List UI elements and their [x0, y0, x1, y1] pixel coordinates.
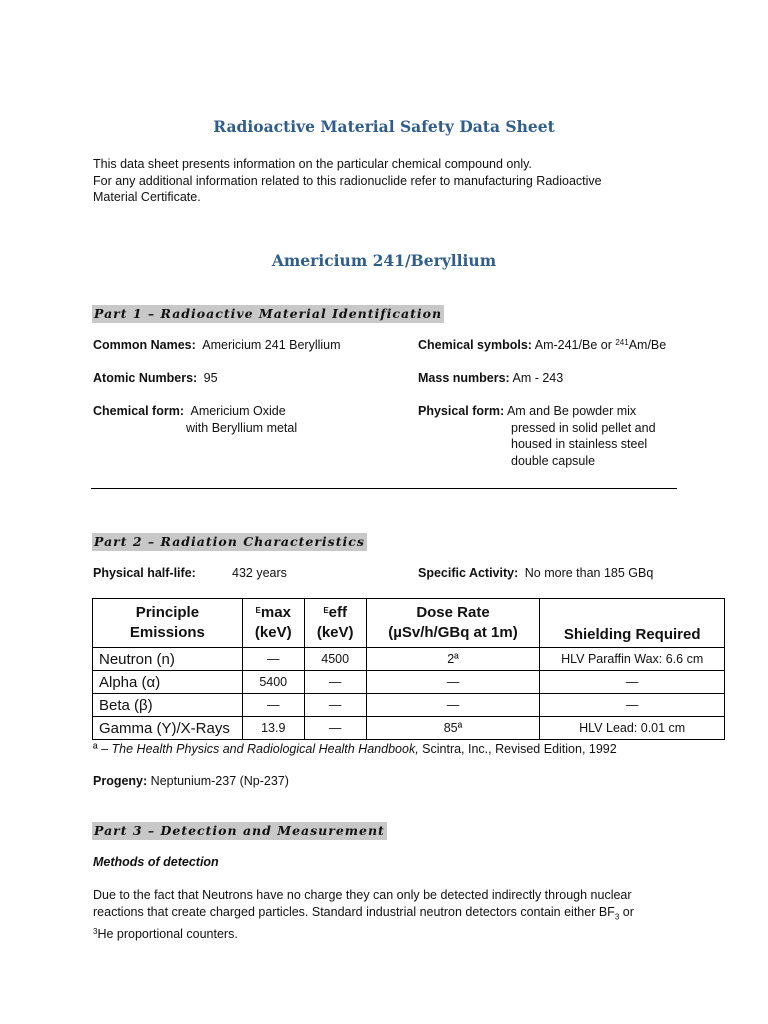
- header-eeff: [304, 599, 366, 648]
- cell-shield: HLV Lead: 0.01 cm: [540, 717, 725, 740]
- cell-emission: Neutron (n): [93, 648, 243, 671]
- methods-heading: Methods of detection: [93, 855, 219, 869]
- mass-numbers-label: Mass numbers:: [418, 371, 510, 385]
- cell-emission: Beta (β): [93, 694, 243, 717]
- cell-dose: 85ª: [366, 717, 540, 740]
- cell-eeff: —: [304, 694, 366, 717]
- common-names-value: Americium 241 Beryllium: [202, 338, 341, 352]
- detection-line-2-end: or: [622, 904, 634, 919]
- detection-line-3-text: He proportional counters.: [97, 926, 238, 941]
- header-emax-label: max: [260, 604, 291, 621]
- cell-shield: —: [540, 671, 725, 694]
- cell-shield: HLV Paraffin Wax: 6.6 cm: [540, 648, 725, 671]
- common-names-field: [93, 337, 341, 354]
- header-dose-line-2: (µSv/h/GBq at 1m): [388, 624, 518, 641]
- mass-numbers-value: Am - 243: [512, 371, 564, 385]
- physical-form-value-line-2: pressed in solid pellet and: [511, 420, 656, 435]
- detection-line-2-sub: 3: [614, 912, 620, 921]
- cell-eeff: —: [304, 671, 366, 694]
- physical-form-value-line-3: housed in stainless steel: [511, 437, 648, 451]
- cell-emax: 13.9: [242, 717, 304, 740]
- header-emissions-line-2: Emissions: [129, 624, 205, 641]
- detection-line-3: [93, 926, 634, 943]
- detection-paragraph: [93, 887, 634, 942]
- common-names-label: Common Names:: [93, 338, 196, 352]
- header-emissions-line-1: Principle: [135, 604, 200, 621]
- header-dose-line-1: Dose Rate: [416, 604, 490, 621]
- footnote-publisher: Scintra, Inc., Revised Edition, 1992: [422, 742, 617, 756]
- chemical-form-value-line-2: with Beryllium metal: [186, 420, 298, 435]
- cell-shield: —: [540, 694, 725, 717]
- physical-form-value-line-1: Am and Be powder mix: [506, 404, 637, 418]
- table-header-row: [93, 599, 725, 648]
- cell-eeff: 4500: [304, 648, 366, 671]
- part1-heading: Part 1 – Radioactive Material Identification: [94, 306, 443, 321]
- document-subtitle: Americium 241/Beryllium: [271, 251, 497, 270]
- chemical-form-field: [93, 403, 297, 436]
- cell-emission: Alpha (α): [93, 671, 243, 694]
- detection-line-3-sup: 3: [93, 926, 98, 936]
- table-row: [93, 648, 725, 671]
- document-title: Radioactive Material Safety Data Sheet: [213, 117, 555, 136]
- detection-line-1: Due to the fact that Neutrons have no charge they can only be detected indirectly through nuclear: [93, 888, 632, 902]
- atomic-numbers-value: 95: [203, 371, 218, 385]
- table-footnote: [93, 741, 617, 758]
- progeny-field: [93, 773, 289, 790]
- half-life-label: Physical half-life:: [93, 566, 196, 580]
- detection-line-2-text: reactions that create charged particles. Standard industrial neutron detectors contain either BF: [93, 904, 615, 919]
- header-emax-unit: (keV): [254, 624, 292, 641]
- chemical-symbols-label: Chemical symbols:: [418, 338, 532, 352]
- intro-line-1: This data sheet presents information on the particular chemical compound only.: [93, 157, 532, 171]
- cell-emax: 5400: [242, 671, 304, 694]
- physical-form-value-line-4: double capsule: [511, 453, 596, 468]
- section-divider: [91, 488, 677, 489]
- radiation-table: [92, 598, 725, 740]
- cell-dose: —: [366, 694, 540, 717]
- cell-dose: 2ª: [366, 648, 540, 671]
- intro-text: [93, 156, 602, 206]
- chemical-symbols-field: [418, 337, 666, 354]
- half-life-field: [93, 565, 196, 582]
- atomic-numbers-field: [93, 370, 218, 387]
- intro-line-3: Material Certificate.: [93, 190, 201, 204]
- chemical-form-value-line-1: Americium Oxide: [190, 404, 286, 418]
- chemical-symbols-value-b: Am/Be: [628, 338, 667, 352]
- footnote-citation: The Health Physics and Radiological Health Handbook,: [111, 742, 419, 756]
- mass-numbers-field: [418, 370, 563, 387]
- part2-heading: Part 2 – Radiation Characteristics: [94, 534, 365, 549]
- chemical-symbols-superscript: 241: [615, 338, 629, 347]
- detection-line-2: [93, 904, 634, 926]
- header-shielding: Shielding Required: [540, 599, 725, 648]
- header-eeff-label: eff: [328, 604, 348, 621]
- header-emax-sup: E: [255, 606, 261, 615]
- table-row: [93, 671, 725, 694]
- physical-form-field: [418, 403, 656, 469]
- cell-eeff: —: [304, 717, 366, 740]
- footnote-mark: ª –: [93, 742, 109, 756]
- header-dose-rate: [366, 599, 540, 648]
- specific-activity-label: Specific Activity:: [418, 566, 519, 580]
- header-eeff-sup: E: [323, 606, 329, 615]
- specific-activity-value: No more than 185 GBq: [524, 566, 654, 580]
- specific-activity-field: [418, 565, 653, 582]
- table-row: [93, 694, 725, 717]
- table-row: [93, 717, 725, 740]
- chemical-form-label: Chemical form:: [93, 404, 184, 418]
- header-eeff-unit: (keV): [316, 624, 354, 641]
- header-emissions: [93, 599, 243, 648]
- cell-emax: —: [242, 694, 304, 717]
- part3-heading: Part 3 – Detection and Measurement: [94, 823, 385, 838]
- intro-line-2: For any additional information related to this radionuclide refer to manufacturing Radioactive: [93, 173, 602, 188]
- atomic-numbers-label: Atomic Numbers:: [93, 371, 198, 385]
- cell-dose: —: [366, 671, 540, 694]
- header-emax: [242, 599, 304, 648]
- chemical-symbols-value: Am-241/Be or: [534, 338, 612, 352]
- cell-emax: —: [242, 648, 304, 671]
- progeny-value: Neptunium-237 (Np-237): [150, 774, 289, 788]
- progeny-label: Progeny:: [93, 774, 148, 788]
- physical-form-label: Physical form:: [418, 404, 505, 418]
- half-life-value: 432 years: [232, 566, 287, 580]
- cell-emission: Gamma (Υ)/X-Rays: [93, 717, 243, 740]
